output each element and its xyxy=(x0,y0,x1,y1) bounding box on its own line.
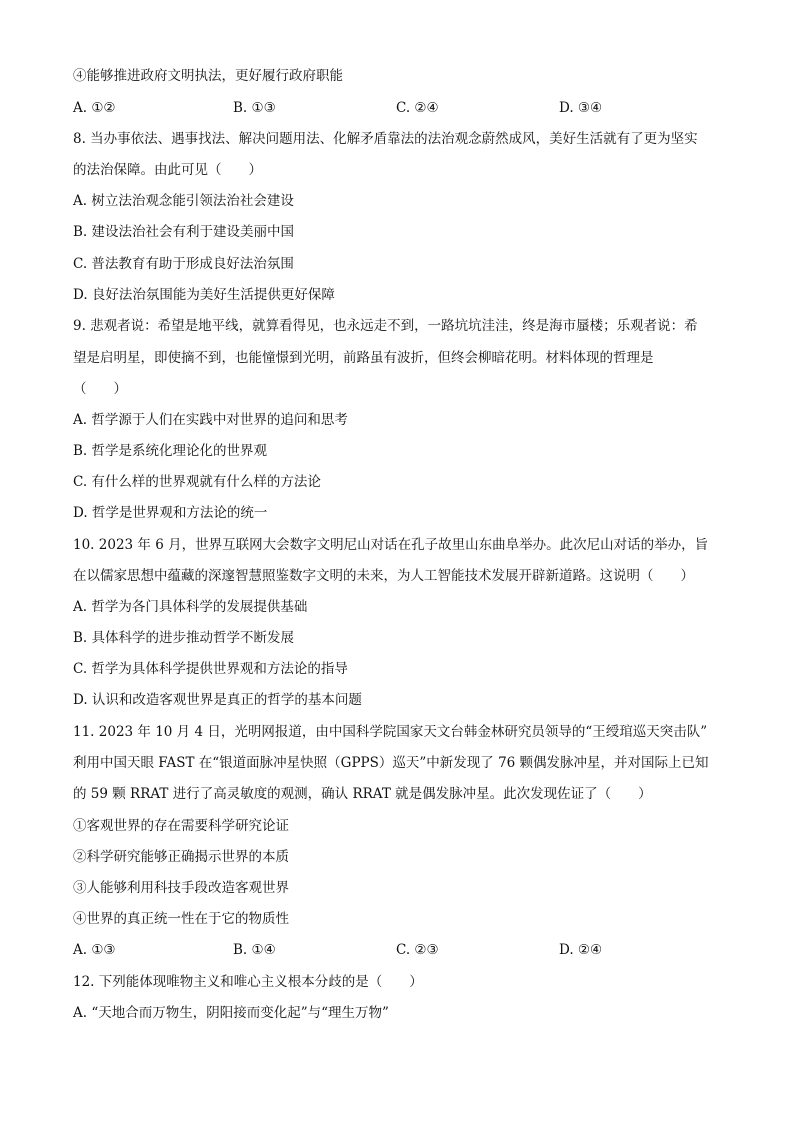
q8-option-d: D. 良好法治氛围能为美好生活提供更好保障 xyxy=(73,287,335,303)
q11-stem-line-2: 利用中国天眼 FAST 在“银道面脉冲星快照（GPPS）巡天”中新发现了 76 颗偶发脉冲星，并对国际上已知 xyxy=(73,755,709,771)
q11-option-c: C. ②③ xyxy=(396,942,439,958)
q11-option-a: A. ①③ xyxy=(73,942,116,958)
q9-option-d: D. 哲学是世界观和方法论的统一 xyxy=(73,505,268,521)
q7-option-a: A. ①② xyxy=(73,100,116,116)
q11-option-b: B. ①④ xyxy=(233,942,276,958)
q9-stem-line-3: （ ） xyxy=(73,381,127,397)
q11-statement-3: ③人能够利用科技手段改造客观世界 xyxy=(73,880,289,896)
q10-option-c: C. 哲学为具体科学提供世界观和方法论的指导 xyxy=(73,661,348,677)
q8-option-b: B. 建设法治社会有利于建设美丽中国 xyxy=(73,224,295,240)
q10-option-d: D. 认识和改造客观世界是真正的哲学的基本问题 xyxy=(73,692,362,708)
q8-option-c: C. 普法教育有助于形成良好法治氛围 xyxy=(73,256,294,272)
q9-stem-line-2: 望是启明星，即使摘不到，也能憧憬到光明，前路虽有波折，但终会柳暗花明。材料体现的哲理是 xyxy=(73,350,654,366)
q7-option-b: B. ①③ xyxy=(233,100,276,116)
q11-options xyxy=(73,941,733,959)
q7-statement-4: ④能够推进政府文明执法，更好履行政府职能 xyxy=(73,68,343,84)
q7-options xyxy=(73,99,733,117)
q10-stem-line-2: 在以儒家思想中蕴藏的深邃智慧照鉴数字文明的未来，为人工智能技术发展开辟新道路。这说明（ ） xyxy=(73,568,694,584)
q10-stem-line-1: 10. 2023 年 6 月，世界互联网大会数字文明尼山对话在孔子故里山东曲阜举办。此次尼山对话的举办，旨 xyxy=(73,537,709,553)
q10-option-b: B. 具体科学的进步推动哲学不断发展 xyxy=(73,630,295,646)
q12-option-a: A. “天地合而万物生，阴阳接而变化起”与“理生万物” xyxy=(73,1005,389,1021)
q11-statement-4: ④世界的真正统一性在于它的物质性 xyxy=(73,911,289,927)
q11-statement-1: ①客观世界的存在需要科学研究论证 xyxy=(73,818,289,834)
q11-option-d: D. ②④ xyxy=(559,942,603,958)
q11-stem-line-3: 的 59 颗 RRAT 进行了高灵敏度的观测，确认 RRAT 就是偶发脉冲星。此次发现佐证了（ ） xyxy=(73,786,652,802)
q11-statement-2: ②科学研究能够正确揭示世界的本质 xyxy=(73,849,289,865)
q9-option-a: A. 哲学源于人们在实践中对世界的追问和思考 xyxy=(73,412,348,428)
q7-option-c: C. ②④ xyxy=(396,100,439,116)
q10-option-a: A. 哲学为各门具体科学的发展提供基础 xyxy=(73,599,308,615)
q9-option-c: C. 有什么样的世界观就有什么样的方法论 xyxy=(73,474,321,490)
q11-stem-line-1: 11. 2023 年 10 月 4 日，光明网报道，由中国科学院国家天文台韩金林研究员领导的“王绶琯巡天突击队” xyxy=(73,724,708,740)
q12-stem: 12. 下列能体现唯物主义和唯心主义根本分歧的是（ ） xyxy=(73,974,423,990)
q9-option-b: B. 哲学是系统化理论化的世界观 xyxy=(73,443,268,459)
q7-option-d: D. ③④ xyxy=(559,100,603,116)
q8-stem-line-1: 8. 当办事依法、遇事找法、解决问题用法、化解矛盾靠法的法治观念蔚然成风，美好生活就有了更为坚实 xyxy=(73,131,698,147)
q8-stem-line-2: 的法治保障。由此可见（ ） xyxy=(73,162,262,178)
q9-stem-line-1: 9. 悲观者说：希望是地平线，就算看得见，也永远走不到，一路坑坑洼洼，终是海市蜃楼；乐观者说：希 xyxy=(73,318,698,334)
q8-option-a: A. 树立法治观念能引领法治社会建设 xyxy=(73,193,294,209)
